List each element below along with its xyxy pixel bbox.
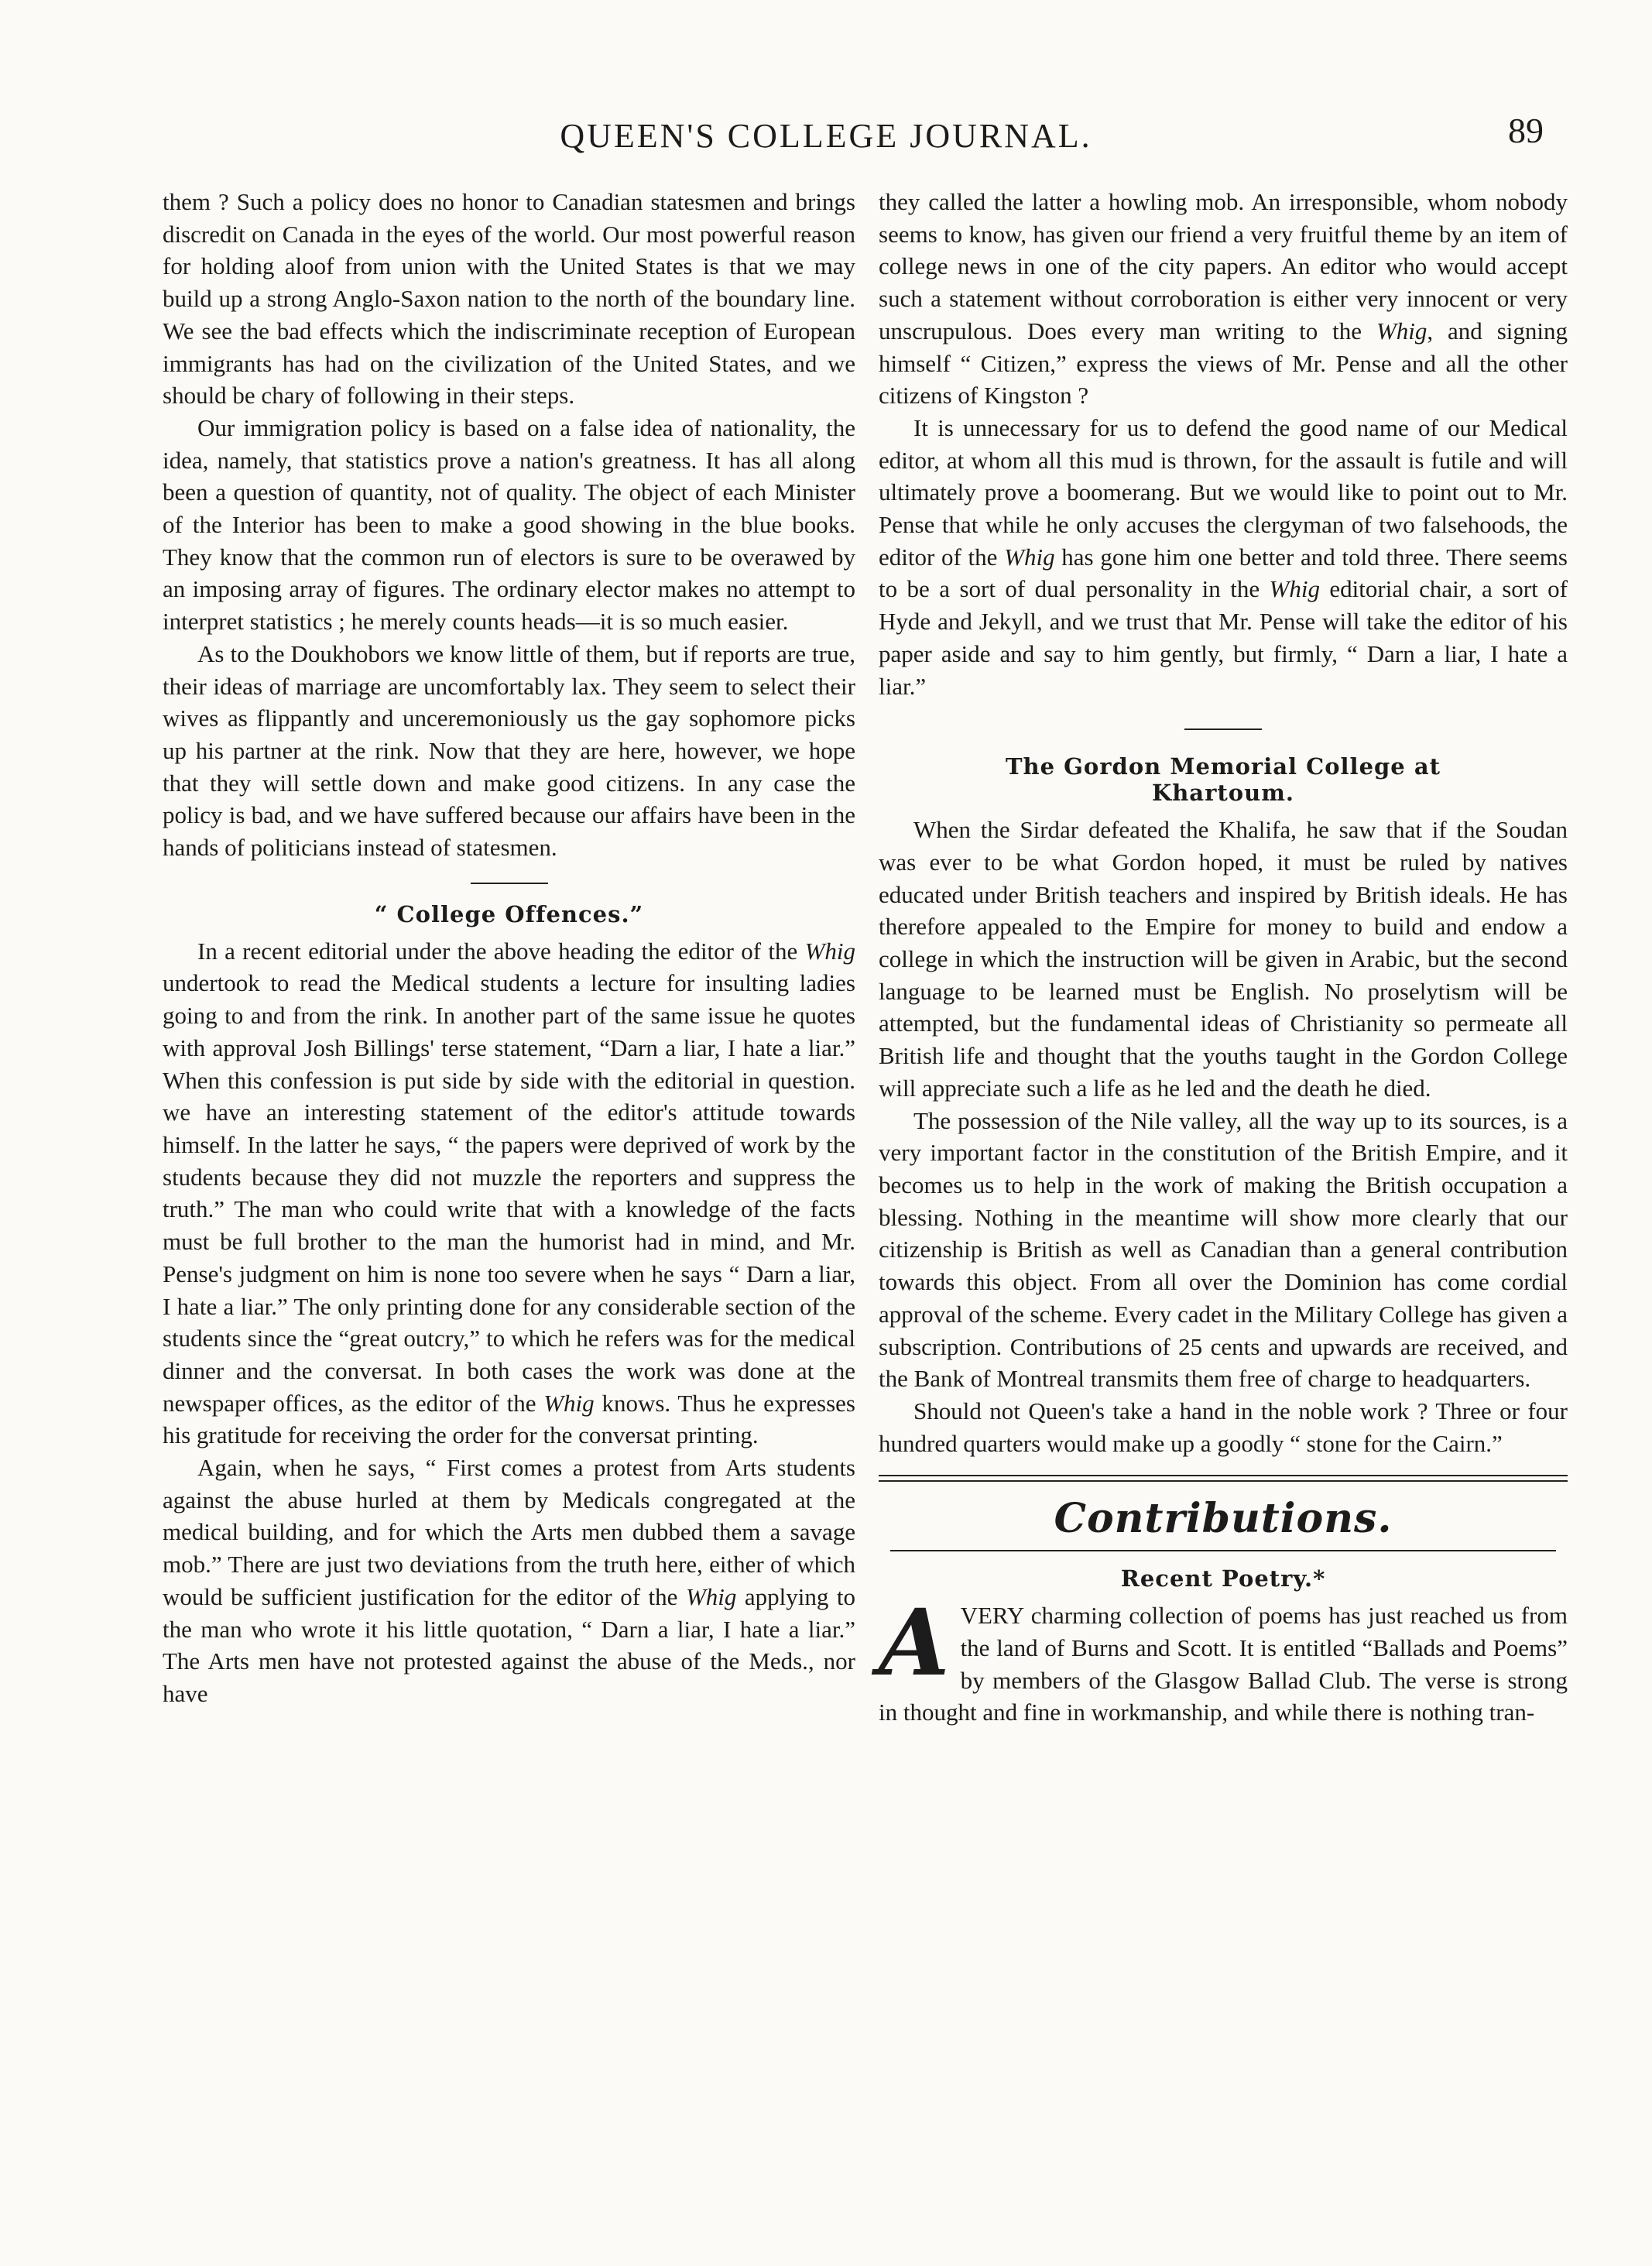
heading-line: Khartoum. — [1152, 780, 1294, 807]
heading-line: The Gordon Memorial College at — [1005, 753, 1441, 780]
text-run: applying to the man who wrote it his little quotation, “ Darn a liar, I hate a liar.” The Arts men have not protested against the abuse of the Meds., nor have — [163, 1582, 855, 1707]
left-paragraph-1: them ? Such a policy does no honor to Canadian statesmen and brings discredit on Canada in the eyes of the world. Our most powerful reason for holding aloof from union with the United States is that we may build up a strong Anglo-Saxon nation to the north of the boundary line. We see the bad effects which the indiscriminate reception of European immigrants has had on the civilization of the United States, and we should be chary of following in their steps. — [163, 188, 855, 410]
left-paragraph-3: As to the Doukhobors we know little of them, but if reports are true, their ideas of marriage are uncomfortably lax. They seem to select their wives as flippantly and unceremoniously us the gay sophomore picks up his partner at the rink. Now that they are here, however, we hope that they will settle down and make good citizens. In any case the policy is bad, and we have suffered because our affairs have been in the hands of politicians instead of statesmen. — [163, 639, 855, 862]
whig-italic: Whig — [1376, 317, 1428, 345]
left-paragraph-2: Our immigration policy is based on a false idea of nationality, the idea, namely, that statistics prove a nation's greatness. It has all along been a question of quantity, not of quality. The object of each Minister of the Interior has been to make a good showing in the blue books. They know that the common run of electors is sure to be overawed by an imposing array of figures. The ordinary elector makes no attempt to interpret statistics ; he merely counts heads—it is so much easier. — [163, 413, 855, 636]
section-divider — [1184, 728, 1262, 730]
text-run: Again, when he says, “ First comes a protest from Arts students against the abuse hurled at them by Medicals congregated at the medical building, and for which the Arts men dubbed them a savage mob.” There are just two deviations from the truth here, either of which would be sufficient justification for the editor of the — [163, 1454, 855, 1610]
text-run: undertook to read the Medical students a lecture for insulting ladies going to and from the rink. In another part of the same issue he quotes with approval Josh Billings' terse statement, “Darn a liar, I hate a liar.” When this confession is put side by side with the editorial in question. we have an interesting statement of the editor's attitude towards himself. In the latter he says, “ the papers were deprived of work by the students because they did not muzzle the reporters and suppress the truth.” The man who could write that with a knowledge of the facts must be full brother to the man the humorist had in mind, and Mr. Pense's judgment on him is none too severe when he says “ Darn a liar, I hate a liar.” The only printing done for any considerable section of the students since the “great outcry,” to which he refers was for the medical dinner and the conversat. In both cases the work was done at the newspaper offices, as the editor of the — [163, 969, 855, 1417]
single-rule — [890, 1550, 1556, 1551]
right-column — [879, 186, 1568, 1729]
running-head: QUEEN'S COLLEGE JOURNAL. — [560, 117, 1092, 155]
whig-italic: Whig — [685, 1582, 737, 1610]
gordon-paragraph-2: The possession of the Nile valley, all the way up to its sources, is a very important factor in the constitution of the British Empire, and it becomes us to help in the work of making the British occupation a blessing. Nothing in the meantime will show more clearly that our citizenship is British as well as Canadian than a general contribution towards this object. From all over the Dominion has come cordial approval of the scheme. Every cadet in the Military College has given a subscription. Contributions of 25 cents and upwards are received, and the Bank of Montreal transmits them free of charge to headquarters. — [879, 1106, 1568, 1393]
text-run: In a recent editorial under the above heading the editor of the — [197, 937, 805, 965]
college-offences-heading: “ College Offences.” — [374, 900, 644, 927]
gordon-college-heading — [879, 753, 1568, 806]
text-run: It is unnecessary for us to defend the good name of our Medical editor, at whom all this mud is thrown, for the assault is futile and will ultimately prove a boomerang. But we would like to point out to Mr. Pense that while he only accuses the clergyman of two falsehoods, the editor of the — [879, 413, 1568, 571]
whig-italic: Whig — [1269, 575, 1320, 603]
text-run: knows. Thus he expresses his gratitude for receiving the order for the conversat printing. — [163, 1389, 855, 1449]
text-run: editorial chair, a sort of Hyde and Jekyll, and we trust that Mr. Pense will take the editor of his paper aside and say to him gently, but firmly, “ Darn a liar, I hate a liar.” — [879, 575, 1568, 700]
text-run: they called the latter a howling mob. An irresponsible, whom nobody seems to know, has given our friend a very fruitful theme by an item of college news in one of the city papers. An editor who would accept such a statement without corroboration is either very innocent or very unscrupulous. Does every man writing to the — [879, 188, 1568, 345]
whig-italic: Whig — [1004, 543, 1055, 571]
text-run: , and signing himself “ Citizen,” express the views of Mr. Pense and all the other citizens of Kingston ? — [879, 317, 1568, 410]
college-offences-paragraph-1 — [163, 935, 855, 1452]
section-divider — [471, 883, 548, 884]
recent-poetry-heading: Recent Poetry.* — [1120, 1565, 1326, 1592]
text-run: has gone him one better and told three. There seems to be a sort of dual personality in the — [879, 543, 1568, 603]
gordon-paragraph-1: When the Sirdar defeated the Khalifa, he saw that if the Soudan was ever to be what Gordon hoped, it must be ruled by natives educated under British teachers and inspired by British ideals. He has therefore appealed to the Empire for money to build and endow a college in which the instruction will be given in Arabic, but the second language to be learned must be English. No proselytism will be attempted, but the fundamental ideas of Christianity so permeate all British life and thought that the youths taught in the Gordon College will appreciate such a life as he led and the death he died. — [879, 816, 1568, 1102]
text-run: VERY charming collection of poems has just reached us from the land of Burns and Scott. It is entitled “Ballads and Poems” by members of the Glasgow Ballad Club. The verse is strong in thought and fine in workmanship, and while there is nothing tran- — [879, 1602, 1568, 1726]
page-number: 89 — [1508, 111, 1544, 150]
left-column — [163, 186, 855, 1710]
gordon-paragraph-3: Should not Queen's take a hand in the noble work ? Three or four hundred quarters would make up a goodly “ stone for the Cairn.” — [879, 1397, 1568, 1457]
right-paragraph-2 — [879, 412, 1568, 702]
double-rule — [879, 1475, 1568, 1482]
contributions-title: Contributions. — [1054, 1495, 1393, 1543]
college-offences-paragraph-2 — [163, 1452, 855, 1710]
drop-cap: A — [879, 1589, 950, 1697]
right-paragraph-1 — [879, 186, 1568, 412]
whig-italic: Whig — [543, 1389, 595, 1417]
whig-italic: Whig — [804, 937, 855, 965]
recent-poetry-paragraph — [879, 1589, 1568, 1729]
